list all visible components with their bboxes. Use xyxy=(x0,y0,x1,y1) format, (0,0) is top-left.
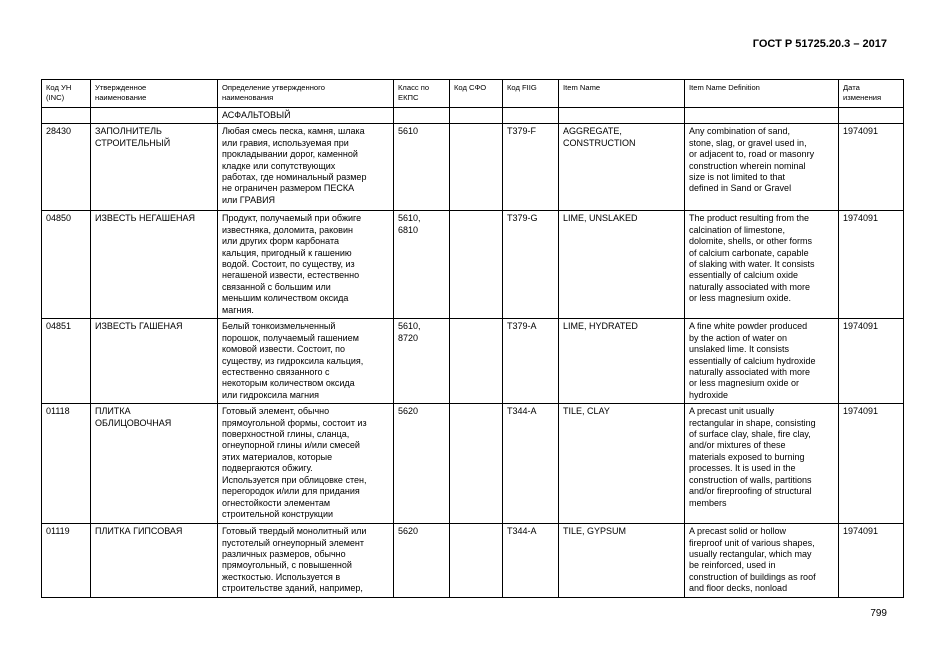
cell-date: 1974091 xyxy=(839,211,904,319)
col-header-inc: Код УН (INC) xyxy=(42,80,91,108)
item-names-table xyxy=(41,79,904,598)
cell-item-name: TILE, GYPSUM xyxy=(559,524,685,597)
cell-sfo xyxy=(450,404,503,524)
cell-item-name: LIME, UNSLAKED xyxy=(559,211,685,319)
cell-definition: Продукт, получаемый при обжиге известняка, доломита, раковин или других форм карбоната кальция, пригодный к гашению водой. Состоит, по существу, из негашеной извести, естественно связанной с большим или меньшим количеством оксида магния. xyxy=(218,211,394,319)
cell-class: 5620 xyxy=(394,524,450,597)
col-header-change-date: Дата изменения xyxy=(839,80,904,108)
definition-continuation: АСФАЛЬТОВЫЙ xyxy=(218,108,394,124)
cell-item-definition: A precast unit usually rectangular in shape, consisting of surface clay, shale, fire clay, and/or mixtures of these materials exposed to burning processes. It is used in the construction of walls, partitions and/or fireproofing of structural members xyxy=(685,404,839,524)
table-row xyxy=(42,124,904,211)
cell-definition: Готовый элемент, обычно прямоугольной формы, состоит из поверхностной глины, сланца, огнеупорной глины и/или смесей этих материалов, которые подвергаются обжигу. Используется при облицовке стен, перегородок и/или для придания огнестойкости элементам строительной конструкции xyxy=(218,404,394,524)
cell-definition: Готовый твердый монолитный или пустотелый огнеупорный элемент различных размеров, обычно прямоугольный, с повышенной жесткостью. Используется в строительстве зданий, например, xyxy=(218,524,394,597)
cell-name: ИЗВЕСТЬ НЕГАШЕНАЯ xyxy=(91,211,218,319)
cell-name: ЗАПОЛНИТЕЛЬ СТРОИТЕЛЬНЫЙ xyxy=(91,124,218,211)
cell-name: ПЛИТКА ОБЛИЦОВОЧНАЯ xyxy=(91,404,218,524)
page-number: 799 xyxy=(870,608,887,619)
cell-item-name: LIME, HYDRATED xyxy=(559,319,685,404)
cell-fiig: T379-G xyxy=(503,211,559,319)
cell-item-name: TILE, CLAY xyxy=(559,404,685,524)
col-header-sfo-code: Код СФО xyxy=(450,80,503,108)
cell-definition: Белый тонкоизмельченный порошок, получаемый гашением комовой извести. Состоит, по существу, из гидроксила кальция, естественно связанного с некоторым количеством оксида или гидроксила магния xyxy=(218,319,394,404)
cell-date: 1974091 xyxy=(839,319,904,404)
cell-fiig: T379-A xyxy=(503,319,559,404)
cell-date: 1974091 xyxy=(839,404,904,524)
cell-code: 04850 xyxy=(42,211,91,319)
cell-name: ПЛИТКА ГИПСОВАЯ xyxy=(91,524,218,597)
table-row-continuation xyxy=(42,108,904,124)
col-header-approved-name: Утвержденное наименование xyxy=(91,80,218,108)
cell-item-definition: The product resulting from the calcination of limestone, dolomite, shells, or other forms of calcium carbonate, capable of slaking with water. It consists essentially of calcium oxide naturally associated with more or less magnesium oxide. xyxy=(685,211,839,319)
table-row xyxy=(42,319,904,404)
cell-date: 1974091 xyxy=(839,124,904,211)
col-header-item-name: Item Name xyxy=(559,80,685,108)
cell-class: 5610 xyxy=(394,124,450,211)
cell-class: 5620 xyxy=(394,404,450,524)
cell-code: 01118 xyxy=(42,404,91,524)
table-row xyxy=(42,524,904,597)
cell-code: 04851 xyxy=(42,319,91,404)
cell-code: 28430 xyxy=(42,124,91,211)
col-header-definition: Определение утвержденного наименования xyxy=(218,80,394,108)
cell-name: ИЗВЕСТЬ ГАШЕНАЯ xyxy=(91,319,218,404)
table-row xyxy=(42,211,904,319)
cell-sfo xyxy=(450,524,503,597)
cell-code: 01119 xyxy=(42,524,91,597)
cell-sfo xyxy=(450,211,503,319)
cell-class: 5610, 6810 xyxy=(394,211,450,319)
cell-fiig: T344-A xyxy=(503,404,559,524)
cell-item-definition: Any combination of sand, stone, slag, or gravel used in, or adjacent to, road or masonry construction wherein nominal size is not limited to that defined in Sand or Gravel xyxy=(685,124,839,211)
cell-definition: Любая смесь песка, камня, шлака или гравия, используемая при прокладывании дорог, каменной кладке или сопутствующих работах, где номинальный размер не ограничен размером ПЕСКА или ГРАВИЯ xyxy=(218,124,394,211)
cell-fiig: T379-F xyxy=(503,124,559,211)
col-header-item-name-definition: Item Name Definition xyxy=(685,80,839,108)
cell-item-definition: A precast solid or hollow fireproof unit of various shapes, usually rectangular, which may be reinforced, used in construction of buildings as roof and floor decks, nonload xyxy=(685,524,839,597)
col-header-fiig-code: Код FIIG xyxy=(503,80,559,108)
cell-item-name: AGGREGATE, CONSTRUCTION xyxy=(559,124,685,211)
cell-item-definition: A fine white powder produced by the action of water on unslaked lime. It consists essentially of calcium hydroxide naturally associated with more or less magnesium oxide or hydroxide xyxy=(685,319,839,404)
cell-date: 1974091 xyxy=(839,524,904,597)
col-header-ekps-class: Класс по ЕКПС xyxy=(394,80,450,108)
cell-fiig: T344-A xyxy=(503,524,559,597)
cell-class: 5610, 8720 xyxy=(394,319,450,404)
cell-sfo xyxy=(450,124,503,211)
cell-sfo xyxy=(450,319,503,404)
table-row xyxy=(42,404,904,524)
document-header: ГОСТ Р 51725.20.3 – 2017 xyxy=(752,38,887,50)
table-header-row xyxy=(42,80,904,108)
